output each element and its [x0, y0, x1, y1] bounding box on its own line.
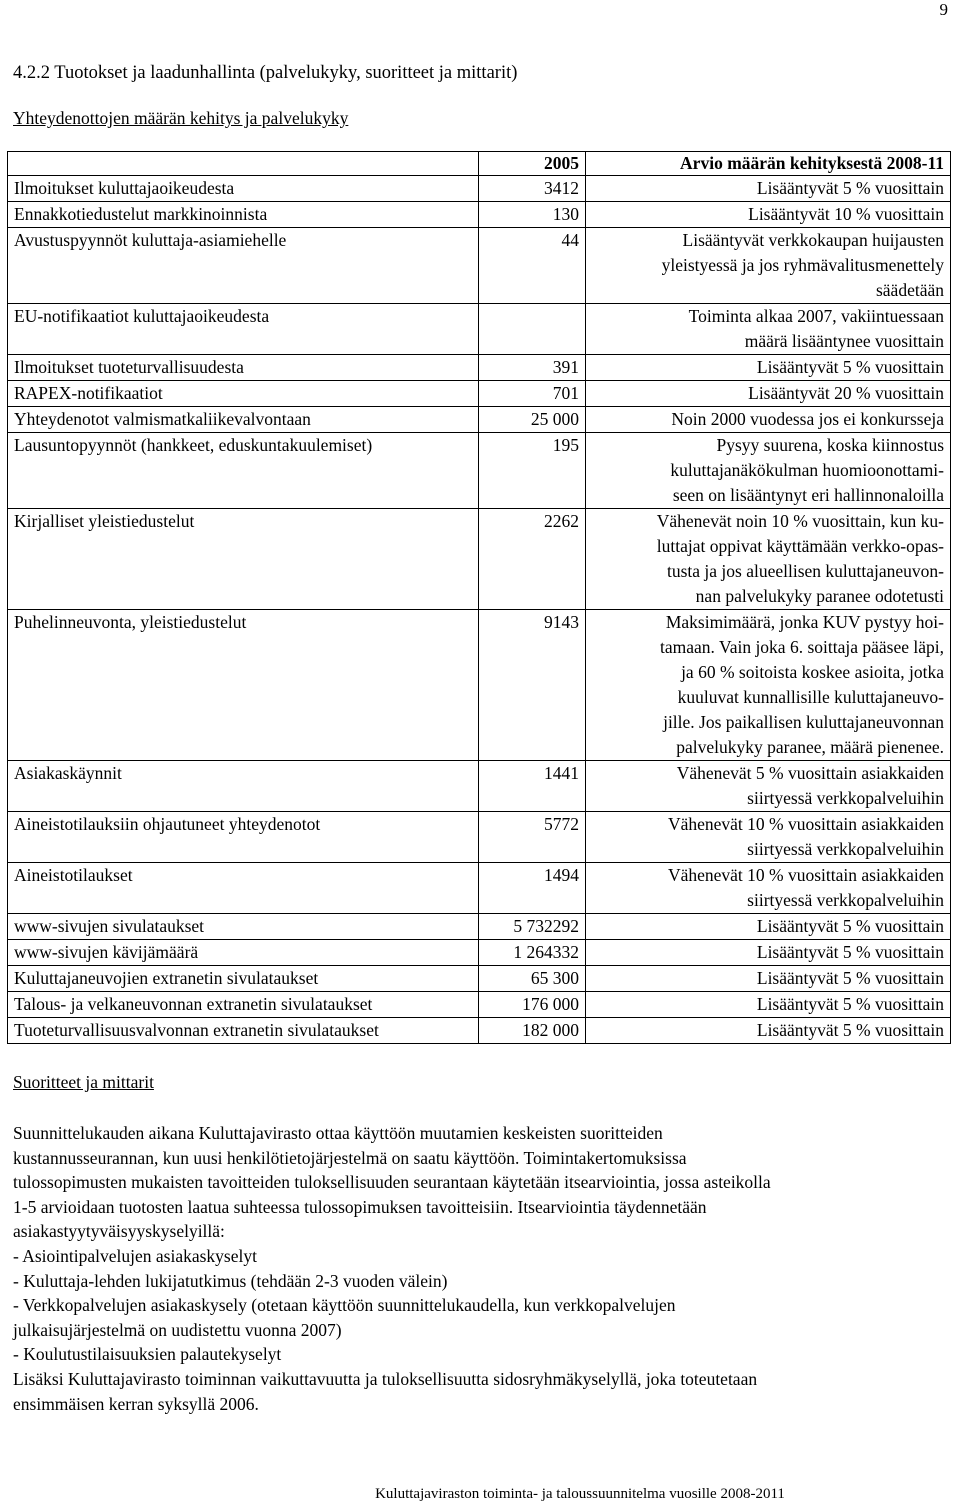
row-label: Tuoteturvallisuusvalvonnan extranetin sivulataukset: [8, 1018, 479, 1044]
estimate-line: säädetään: [875, 280, 944, 300]
row-value-2005: 5 732292: [479, 914, 586, 940]
estimate-line: Lisääntyvät 20 % vuosittain: [748, 383, 944, 403]
estimate-line: Lisääntyvät 5 % vuosittain: [756, 994, 944, 1014]
estimate-line: Lisääntyvät 5 % vuosittain: [756, 1020, 944, 1040]
table-row: [8, 940, 951, 966]
table-row: [8, 407, 951, 433]
suoritteet-heading: Suoritteet ja mittarit: [13, 1072, 154, 1092]
row-label: Kuluttajaneuvojien extranetin sivulataukset: [8, 966, 479, 992]
body-line: kustannusseurannan, kun uusi henkilötietojärjestelmä on saatu käyttöön. Toimintakertomuksissa: [13, 1147, 687, 1168]
row-estimate: [586, 433, 951, 509]
table-row: [8, 914, 951, 940]
estimate-line: palvelukyky paranee, määrä pienenee.: [676, 737, 944, 757]
table-heading: Yhteydenottojen määrän kehitys ja palvelukyky: [13, 108, 349, 128]
row-value-2005: 1494: [479, 863, 586, 914]
table-row: [8, 202, 951, 228]
body-line: Suunnittelukauden aikana Kuluttajavirasto ottaa käyttöön muutamien keskeisten suoritteiden: [13, 1123, 663, 1143]
row-estimate: [586, 966, 951, 992]
estimate-line: Lisääntyvät 5 % vuosittain: [756, 357, 944, 377]
page-footer: Kuluttajaviraston toiminta- ja taloussuunnitelma vuosille 2008-2011: [375, 1486, 785, 1502]
row-value-2005: 176 000: [479, 992, 586, 1018]
row-label: Ennakkotiedustelut markkinoinnista: [8, 202, 479, 228]
row-estimate: [586, 610, 951, 761]
header-cell-estimate: Arvio määrän kehityksestä 2008-11: [586, 152, 951, 176]
estimate-line: Vähenevät noin 10 % vuosittain, kun ku-: [656, 511, 944, 531]
body-line: - Asiointipalvelujen asiakaskyselyt: [13, 1245, 257, 1266]
row-value-2005: 25 000: [479, 407, 586, 433]
row-label: Yhteydenotot valmismatkaliikevalvontaan: [8, 407, 479, 433]
row-estimate: [586, 355, 951, 381]
body-line: 1-5 arvioidaan tuotosten laatua suhteessa tulossopimuksen tavoitteisiin. Itsearviointia täydennetään: [13, 1196, 707, 1217]
body-line: asiakastyytyväisyyskyselyillä:: [13, 1221, 225, 1242]
body-line: - Kuluttaja-lehden lukijatutkimus (tehdään 2-3 vuoden välein): [13, 1270, 448, 1291]
row-estimate: [586, 228, 951, 304]
table-header-row: [8, 152, 951, 176]
row-value-2005: [479, 304, 586, 355]
row-value-2005: 701: [479, 381, 586, 407]
row-label: Ilmoitukset tuoteturvallisuudesta: [8, 355, 479, 381]
estimate-line: luttajat oppivat käyttämään verkko-opas-: [656, 536, 944, 556]
row-label: Puhelinneuvonta, yleistiedustelut: [8, 610, 479, 761]
estimate-line: Lisääntyvät verkkokaupan huijausten: [682, 230, 944, 250]
row-estimate: [586, 202, 951, 228]
table-row: [8, 761, 951, 812]
row-estimate: [586, 407, 951, 433]
row-value-2005: 65 300: [479, 966, 586, 992]
row-estimate: [586, 304, 951, 355]
estimate-line: Lisääntyvät 5 % vuosittain: [756, 916, 944, 936]
body-text: [13, 1121, 953, 1416]
contact-volume-table: [7, 151, 951, 1044]
header-cell-label: [8, 152, 479, 176]
row-estimate: [586, 863, 951, 914]
estimate-line: nan palvelukyky paranee odotetusti: [695, 586, 944, 606]
header-cell-year: 2005: [479, 152, 586, 176]
row-label: Talous- ja velkaneuvonnan extranetin sivulataukset: [8, 992, 479, 1018]
row-estimate: [586, 509, 951, 610]
estimate-line: jille. Jos paikallisen kuluttajaneuvonnan: [663, 712, 944, 732]
row-label: Aineistotilauksiin ohjautuneet yhteydenotot: [8, 812, 479, 863]
estimate-line: Lisääntyvät 5 % vuosittain: [756, 968, 944, 988]
estimate-line: Lisääntyvät 5 % vuosittain: [756, 178, 944, 198]
row-label: www-sivujen sivulataukset: [8, 914, 479, 940]
table-row: [8, 1018, 951, 1044]
body-line: julkaisujärjestelmä on uudistettu vuonna 2007): [13, 1319, 342, 1340]
row-value-2005: 182 000: [479, 1018, 586, 1044]
estimate-line: seen on lisääntynyt eri hallinnonaloilla: [672, 485, 944, 505]
estimate-line: Vähenevät 5 % vuosittain asiakkaiden: [676, 763, 944, 783]
row-estimate: [586, 176, 951, 202]
row-value-2005: 3412: [479, 176, 586, 202]
estimate-line: Lisääntyvät 10 % vuosittain: [748, 204, 944, 224]
row-label: Lausuntopyynnöt (hankkeet, eduskuntakuulemiset): [8, 433, 479, 509]
table-row: [8, 509, 951, 610]
body-line: tulossopimusten mukaisten tavoitteiden tuloksellisuuden seurantaan käytetään itsearviointia, jossa asteikolla: [13, 1172, 771, 1193]
body-line: ensimmäisen kerran syksyllä 2006.: [13, 1393, 259, 1414]
table-row: [8, 863, 951, 914]
estimate-line: tusta ja jos alueellisen kuluttajaneuvon-: [666, 561, 944, 581]
table-row: [8, 610, 951, 761]
section-heading: 4.2.2 Tuotokset ja laadunhallinta (palvelukyky, suoritteet ja mittarit): [13, 63, 518, 83]
row-label: www-sivujen kävijämäärä: [8, 940, 479, 966]
row-value-2005: 2262: [479, 509, 586, 610]
estimate-line: ja 60 % soitoista koskee asioita, jotka: [681, 662, 944, 682]
row-label: Avustuspyynnöt kuluttaja-asiamiehelle: [8, 228, 479, 304]
row-value-2005: 5772: [479, 812, 586, 863]
row-estimate: [586, 381, 951, 407]
estimate-line: Vähenevät 10 % vuosittain asiakkaiden: [667, 814, 944, 834]
row-label: Aineistotilaukset: [8, 863, 479, 914]
estimate-line: kuuluvat kunnallisille kuluttajaneuvo-: [677, 687, 944, 707]
table-row: [8, 433, 951, 509]
table-row: [8, 812, 951, 863]
row-estimate: [586, 812, 951, 863]
estimate-line: kuluttajanäkökulman huomioonottami-: [670, 460, 944, 480]
row-label: Asiakaskäynnit: [8, 761, 479, 812]
row-estimate: [586, 761, 951, 812]
table-row: [8, 304, 951, 355]
estimate-line: Toiminta alkaa 2007, vakiintuessaan: [688, 306, 944, 326]
row-label: Kirjalliset yleistiedustelut: [8, 509, 479, 610]
estimate-line: Noin 2000 vuodessa jos ei konkursseja: [671, 409, 944, 429]
estimate-line: yleistyessä ja jos ryhmävalitusmenettely: [661, 255, 944, 275]
row-value-2005: 9143: [479, 610, 586, 761]
estimate-line: Lisääntyvät 5 % vuosittain: [756, 942, 944, 962]
row-estimate: [586, 1018, 951, 1044]
page-number: 9: [939, 0, 948, 19]
row-label: EU-notifikaatiot kuluttajaoikeudesta: [8, 304, 479, 355]
body-line: Lisäksi Kuluttajavirasto toiminnan vaikuttavuutta ja tuloksellisuutta sidosryhmäkyselyllä, joka toteutetaan: [13, 1368, 758, 1389]
row-value-2005: 44: [479, 228, 586, 304]
estimate-line: siirtyessä verkkopalveluihin: [747, 788, 944, 808]
estimate-line: siirtyessä verkkopalveluihin: [747, 890, 944, 910]
row-label: RAPEX-notifikaatiot: [8, 381, 479, 407]
row-value-2005: 391: [479, 355, 586, 381]
table-row: [8, 966, 951, 992]
estimate-line: Maksimimäärä, jonka KUV pystyy hoi-: [665, 612, 944, 632]
row-estimate: [586, 914, 951, 940]
estimate-line: Pysyy suurena, koska kiinnostus: [716, 435, 944, 455]
row-value-2005: 195: [479, 433, 586, 509]
estimate-line: Vähenevät 10 % vuosittain asiakkaiden: [667, 865, 944, 885]
body-line: - Verkkopalvelujen asiakaskysely (otetaan käyttöön suunnittelukaudella, kun verkkopalvelujen: [13, 1295, 676, 1316]
body-line: - Koulutustilaisuuksien palautekyselyt: [13, 1344, 282, 1365]
table-row: [8, 228, 951, 304]
table-row: [8, 381, 951, 407]
estimate-line: määrä lisääntynee vuosittain: [744, 331, 944, 351]
row-value-2005: 130: [479, 202, 586, 228]
table-row: [8, 355, 951, 381]
row-estimate: [586, 940, 951, 966]
table-row: [8, 176, 951, 202]
row-value-2005: 1 264332: [479, 940, 586, 966]
table-row: [8, 992, 951, 1018]
row-label: Ilmoitukset kuluttajaoikeudesta: [8, 176, 479, 202]
estimate-line: tamaan. Vain joka 6. soittaja pääsee läpi,: [660, 637, 944, 657]
estimate-line: siirtyessä verkkopalveluihin: [747, 839, 944, 859]
row-value-2005: 1441: [479, 761, 586, 812]
row-estimate: [586, 992, 951, 1018]
